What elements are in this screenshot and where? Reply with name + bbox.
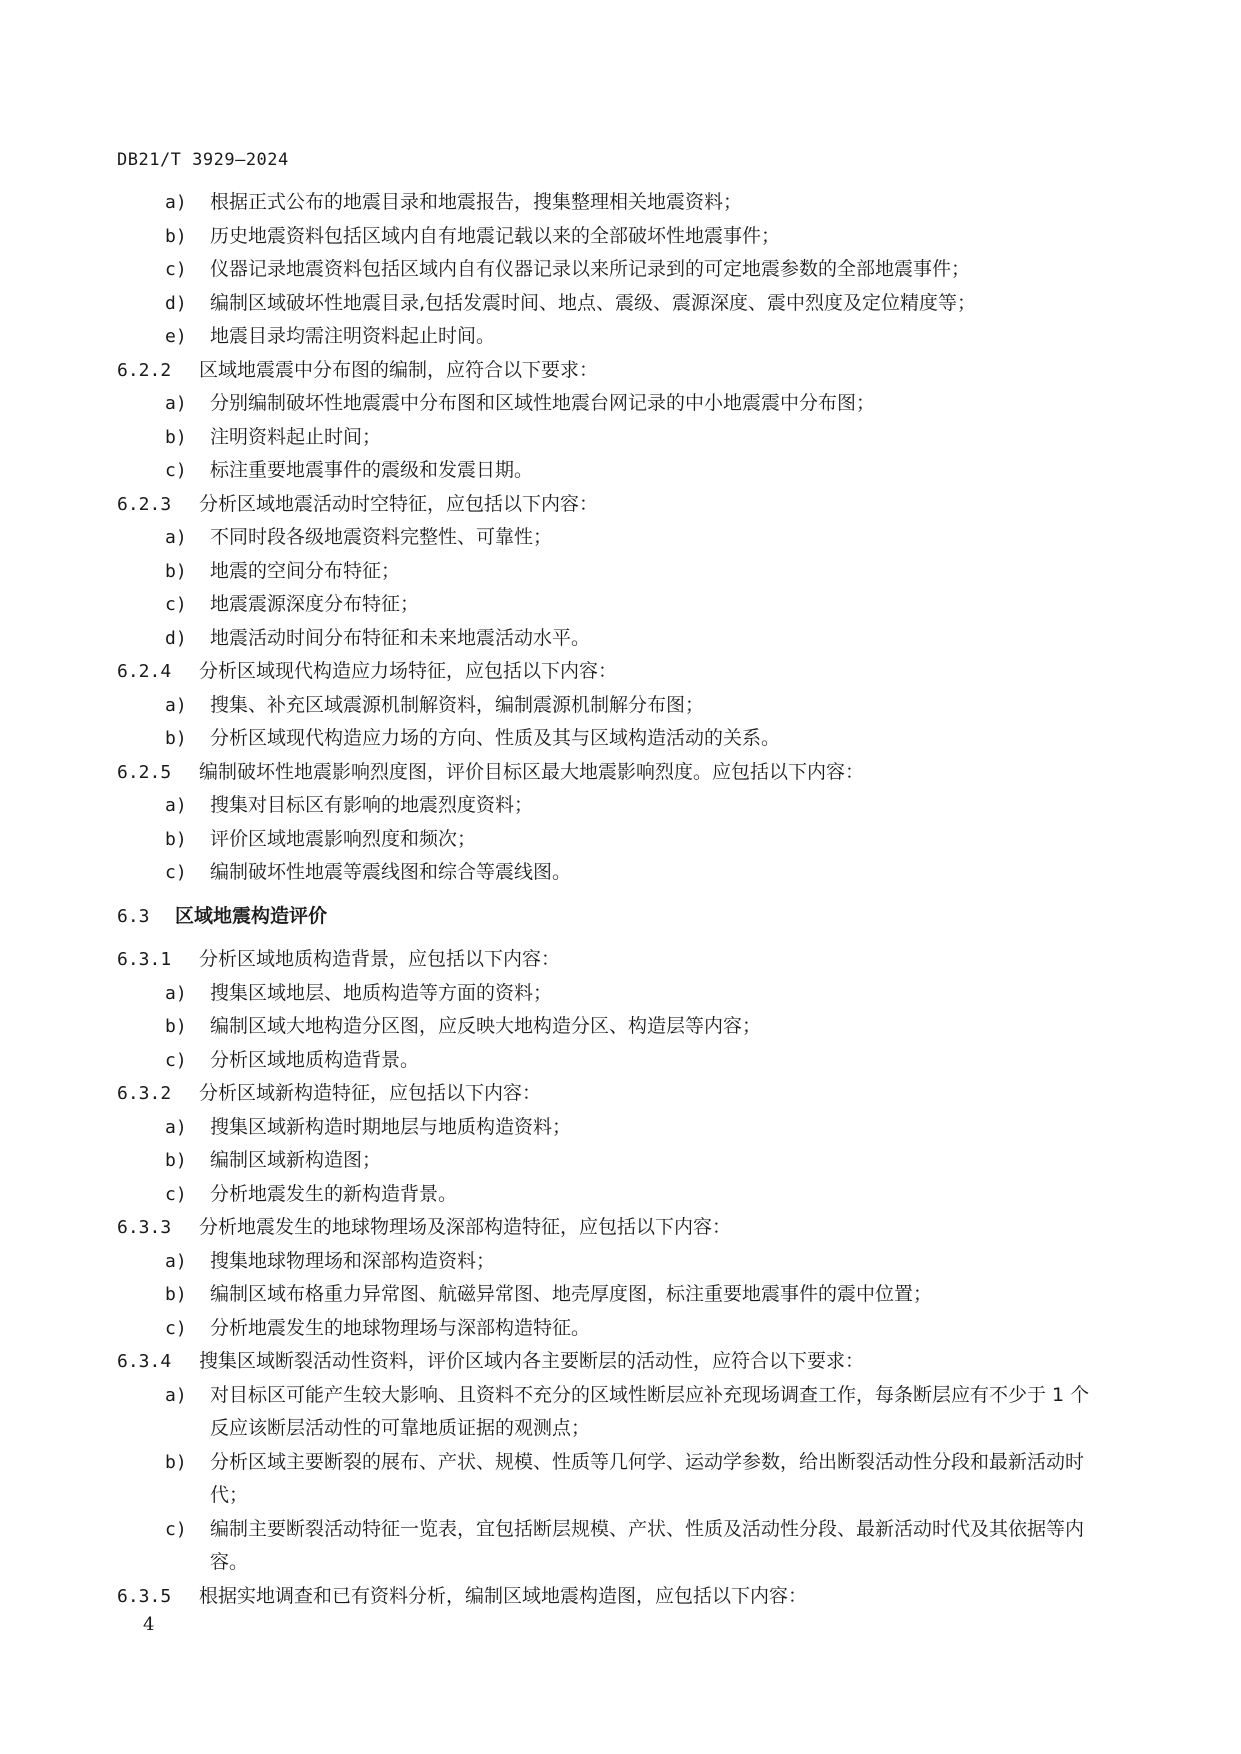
clause-text: 分析区域地震活动时空特征，应包括以下内容： [199, 492, 599, 515]
list-item-marker: c) [165, 1317, 187, 1339]
list-item-text: 对目标区可能产生较大影响、且资料不充分的区域性断层应补充现场调查工作，每条断层应有不少于 1 个反应该断层活动性的可靠地质证据的观测点； [210, 1383, 1090, 1439]
clause-number: 6.2.5 [117, 761, 172, 783]
list-item-marker: b) [165, 426, 187, 448]
clause-heading [117, 354, 1127, 388]
list-item [117, 789, 1127, 823]
list-item-marker: c) [165, 862, 187, 883]
list-item [117, 186, 1127, 220]
list-item-marker: b) [165, 1451, 187, 1473]
list-item [117, 1245, 1127, 1279]
list-item-marker: a) [165, 694, 187, 716]
list-item-text: 编制区域布格重力异常图、航磁异常图、地壳厚度图，标注重要地震事件的震中位置； [210, 1283, 933, 1305]
list-item [117, 521, 1127, 555]
clause-text: 编制破坏性地震影响烈度图，评价目标区最大地震影响烈度。应包括以下内容： [199, 760, 865, 783]
page-number: 4 [143, 1614, 155, 1635]
list-item [117, 1446, 1127, 1513]
clause-number: 6.3.2 [117, 1083, 172, 1104]
list-item-marker: c) [165, 594, 187, 615]
list-item-marker: c) [165, 1518, 187, 1540]
clause-number: 6.3.3 [117, 1217, 172, 1238]
list-item [117, 320, 1127, 354]
list-item-text: 评价区域地震影响烈度和频次； [210, 827, 477, 850]
list-item-marker: c) [165, 1183, 187, 1205]
list-item [117, 1144, 1127, 1178]
list-item-text: 编制区域大地构造分区图，应反映大地构造分区、构造层等内容； [210, 1015, 762, 1037]
clause-text: 搜集区域断裂活动性资料，评价区域内各主要断层的活动性，应符合以下要求： [199, 1350, 865, 1372]
list-item [117, 823, 1127, 857]
list-item-text: 搜集对目标区有影响的地震烈度资料； [210, 794, 534, 816]
list-item-marker: d) [165, 292, 187, 314]
list-item [117, 1312, 1127, 1346]
document-body [117, 186, 1127, 1613]
clause-number: 6.3.4 [117, 1351, 172, 1372]
list-item-marker: b) [165, 560, 187, 582]
list-item [117, 387, 1127, 421]
list-item-text: 编制区域破坏性地震目录,包括发震时间、地点、震级、震源深度、震中烈度及定位精度等； [210, 291, 977, 314]
list-item-text: 搜集区域地层、地质构造等方面的资料； [210, 981, 553, 1004]
clause-heading [117, 1077, 1127, 1111]
list-item-text: 历史地震资料包括区域内自有地震记载以来的全部破坏性地震事件； [210, 224, 781, 247]
list-item-marker: b) [165, 1150, 187, 1171]
list-item-marker: b) [165, 1016, 187, 1037]
list-item-text: 标注重要地震事件的震级和发震日期。 [210, 459, 534, 481]
list-item-marker: d) [165, 627, 187, 649]
list-item-text: 编制主要断裂活动特征一览表，宜包括断层规模、产状、性质及活动性分段、最新活动时代及其依据等内容。 [210, 1517, 1085, 1573]
list-item-text: 分析区域主要断裂的展布、产状、规模、性质等几何学、运动学参数，给出断裂活动性分段和最新活动时代； [210, 1450, 1085, 1506]
clause-text: 分析区域现代构造应力场特征，应包括以下内容： [199, 660, 618, 682]
list-item-marker: c) [165, 259, 187, 280]
list-item-marker: a) [165, 795, 187, 816]
section-heading [117, 900, 1127, 934]
list-item [117, 622, 1127, 656]
list-item-text: 分别编制破坏性地震震中分布图和区域性地震台网记录的中小地震震中分布图； [210, 392, 876, 414]
list-item-text: 仪器记录地震资料包括区域内自有仪器记录以来所记录到的可定地震参数的全部地震事件； [210, 258, 971, 280]
list-item [117, 421, 1127, 455]
list-item [117, 722, 1127, 756]
clause-number: 6.3.1 [117, 949, 172, 970]
list-item-text: 地震的空间分布特征； [210, 559, 401, 582]
list-item [117, 1178, 1127, 1212]
list-item [117, 253, 1127, 287]
list-item-marker: a) [165, 1384, 187, 1406]
list-item-text: 地震活动时间分布特征和未来地震活动水平。 [210, 626, 591, 649]
list-item-text: 分析地震发生的新构造背景。 [210, 1182, 458, 1205]
list-item-text: 不同时段各级地震资料完整性、可靠性； [210, 526, 553, 548]
list-item [117, 1513, 1127, 1580]
list-item-marker: a) [165, 527, 187, 548]
list-item [117, 555, 1127, 589]
clause-heading [117, 1211, 1127, 1245]
list-item-text: 搜集、补充区域震源机制解资料，编制震源机制解分布图； [210, 693, 705, 716]
list-item [117, 454, 1127, 488]
list-item [117, 977, 1127, 1011]
clause-heading [117, 488, 1127, 522]
list-item [117, 1111, 1127, 1145]
clause-heading [117, 756, 1127, 790]
list-item-marker: c) [165, 460, 187, 481]
list-item [117, 1379, 1127, 1446]
clause-heading [117, 943, 1127, 977]
list-item-marker: b) [165, 828, 187, 850]
clause-number: 6.2.4 [117, 661, 172, 682]
list-item-marker: b) [165, 1284, 187, 1305]
list-item-marker: a) [165, 393, 187, 414]
list-item-text: 编制区域新构造图； [210, 1149, 382, 1171]
list-item-text: 搜集区域新构造时期地层与地质构造资料； [210, 1115, 572, 1138]
clause-heading [117, 1580, 1127, 1614]
list-item-marker: c) [165, 1049, 187, 1071]
clause-number: 6.2.2 [117, 359, 172, 381]
list-item [117, 1010, 1127, 1044]
list-item-text: 分析区域地质构造背景。 [210, 1048, 420, 1071]
clause-text: 区域地震震中分布图的编制，应符合以下要求： [199, 358, 599, 381]
list-item-text: 分析区域现代构造应力场的方向、性质及其与区域构造活动的关系。 [210, 727, 781, 749]
clause-number: 6.3.5 [117, 1585, 172, 1607]
list-item-text: 分析地震发生的地球物理场与深部构造特征。 [210, 1316, 591, 1339]
list-item-text: 编制破坏性地震等震线图和综合等震线图。 [210, 861, 572, 883]
list-item [117, 856, 1127, 890]
list-item [117, 1044, 1127, 1078]
list-item-text: 搜集地球物理场和深部构造资料； [210, 1249, 496, 1272]
list-item-text: 地震震源深度分布特征； [210, 593, 420, 615]
list-item-text: 根据正式公布的地震目录和地震报告，搜集整理相关地震资料； [210, 191, 743, 213]
list-item [117, 1278, 1127, 1312]
clause-heading [117, 655, 1127, 689]
list-item-text: 注明资料起止时间； [210, 425, 382, 448]
clause-text: 区域地震构造评价 [175, 904, 328, 927]
clause-heading [117, 1345, 1127, 1379]
clause-text: 分析区域地质构造背景，应包括以下内容： [199, 948, 561, 970]
list-item-marker: e) [165, 326, 187, 347]
list-item-marker: a) [165, 1250, 187, 1272]
list-item [117, 588, 1127, 622]
list-item [117, 220, 1127, 254]
list-item [117, 689, 1127, 723]
clause-text: 分析地震发生的地球物理场及深部构造特征，应包括以下内容： [199, 1216, 732, 1238]
document-code: DB21/T 3929—2024 [117, 150, 289, 170]
list-item-text: 地震目录均需注明资料起止时间。 [210, 325, 496, 347]
clause-text: 根据实地调查和已有资料分析，编制区域地震构造图，应包括以下内容： [199, 1584, 808, 1607]
list-item [117, 287, 1127, 321]
list-item-marker: b) [165, 225, 187, 247]
list-item-marker: b) [165, 728, 187, 749]
clause-number: 6.3 [117, 905, 150, 927]
list-item-marker: a) [165, 192, 187, 213]
list-item-marker: a) [165, 982, 187, 1004]
clause-number: 6.2.3 [117, 493, 172, 515]
list-item-marker: a) [165, 1116, 187, 1138]
clause-text: 分析区域新构造特征，应包括以下内容： [199, 1082, 542, 1104]
